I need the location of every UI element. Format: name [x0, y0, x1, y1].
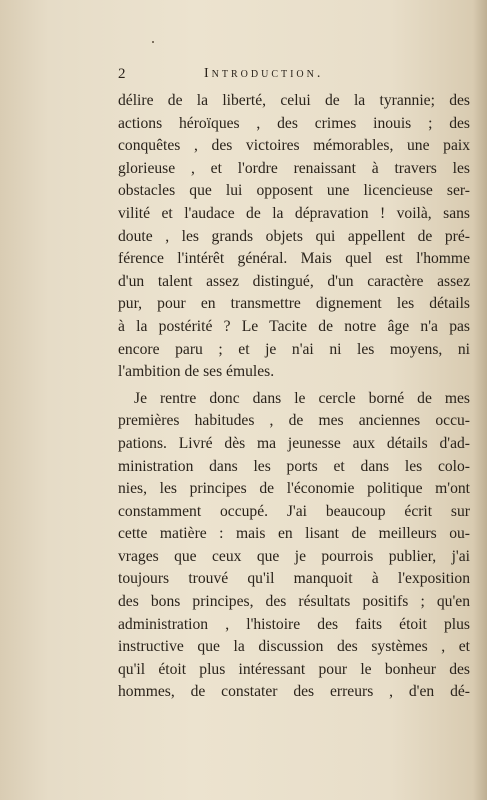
- text-line: instructive que la discussion des systèmes , et: [118, 638, 470, 656]
- body-text: [118, 90, 470, 704]
- text-line: ministration dans les ports et dans les colo-: [118, 457, 470, 475]
- text-line: nies, les principes de l'économie politique m'ont: [118, 480, 470, 498]
- text-line: d'un talent assez distingué, d'un caractère assez: [118, 272, 470, 290]
- text-line: vrages que ceux que je pourrois publier, j'ai: [118, 547, 470, 565]
- text-line: Je rentre donc dans le cercle borné de mes: [134, 389, 470, 407]
- text-line: à la postérité ? Le Tacite de notre âge n'a pas: [118, 317, 470, 335]
- text-line: conquêtes , des victoires mémorables, une paix: [118, 137, 470, 155]
- text-line: actions héroïques , des crimes inouis ; des: [118, 114, 470, 132]
- ink-speck: [152, 41, 154, 43]
- text-line: administration , l'histoire des faits étoit plus: [118, 615, 470, 633]
- running-title: Introduction.: [204, 66, 324, 81]
- text-line: obstacles que lui opposent une licencieuse ser-: [118, 182, 470, 200]
- text-line: l'ambition de ses émules.: [118, 363, 275, 381]
- text-line: doute , les grands objets qui appellent de pré-: [118, 227, 470, 245]
- text-line: pur, pour en transmettre dignement les détails: [118, 295, 470, 313]
- paragraph-2: [118, 388, 470, 704]
- text-line: qu'il étoit plus intéressant pour le bonheur des: [118, 660, 470, 678]
- text-line: vilité et l'audace de la dépravation ! voilà, sans: [118, 204, 470, 222]
- text-line: constamment occupé. J'ai beaucoup écrit sur: [118, 502, 470, 520]
- text-line: délire de la liberté, celui de la tyrannie; des: [118, 92, 470, 109]
- text-line: pations. Livré dès ma jeunesse aux détails d'ad-: [118, 434, 470, 452]
- page-number: 2: [118, 66, 126, 82]
- running-header: [118, 66, 470, 86]
- text-line: premières habitudes , de mes anciennes occu-: [118, 412, 470, 430]
- text-line: hommes, de constater des erreurs , d'en dé-: [118, 683, 470, 701]
- page-edge-shadow: [473, 0, 487, 800]
- paragraph-1: [118, 90, 470, 384]
- text-line: glorieuse , et l'ordre renaissant à travers les: [118, 159, 470, 177]
- text-line: toujours trouvé qu'il manquoit à l'exposition: [118, 570, 470, 588]
- text-line: cette matière : mais en lisant de meilleurs ou-: [118, 525, 470, 543]
- text-line: encore paru ; et je n'ai ni les moyens, ni: [118, 340, 470, 358]
- text-line: férence l'intérêt général. Mais quel est l'homme: [118, 250, 470, 268]
- text-line: des bons principes, des résultats positifs ; qu'en: [118, 593, 470, 611]
